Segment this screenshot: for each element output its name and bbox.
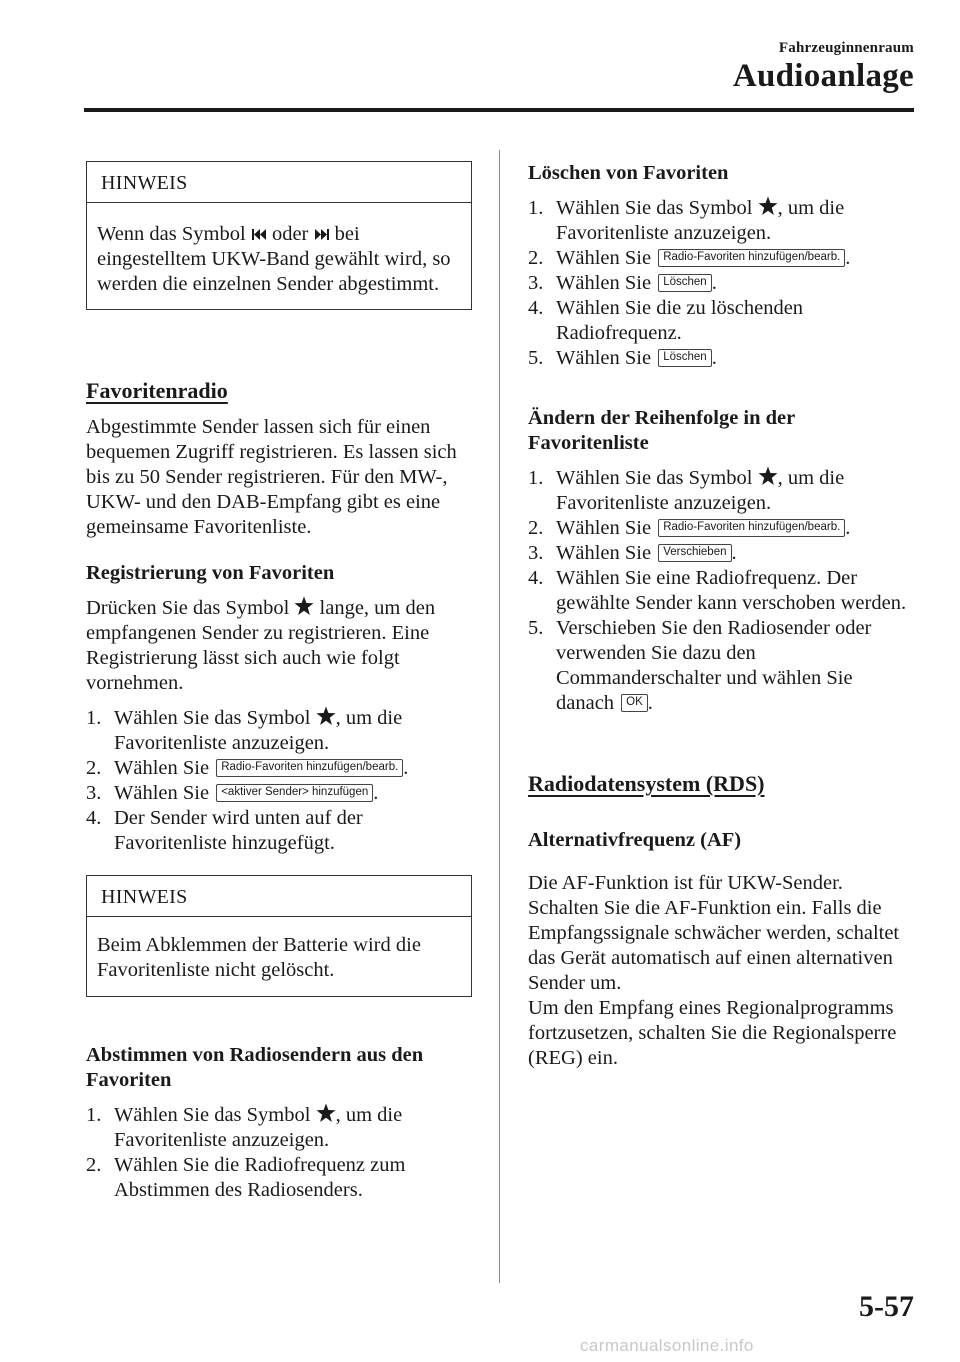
step-number: 2. [86, 757, 102, 779]
text: Wählen Sie [556, 517, 652, 539]
step-number: 5. [528, 347, 544, 369]
add-edit-favorites-button[interactable]: Radio-Favoriten hinzufügen/bearb. [216, 759, 403, 777]
section-label: Fahrzeuginnenraum [778, 40, 914, 56]
note-body [87, 203, 471, 309]
step-number: 4. [528, 567, 544, 589]
add-edit-favorites-button[interactable]: Radio-Favoriten hinzufügen/bearb. [658, 249, 845, 267]
page-number: 5-57 [859, 1290, 914, 1323]
paragraph: Um den Empfang eines Regionalprogramms fortzusetzen, schalten Sie die Regionalsperre (REG) ein. [528, 997, 897, 1069]
text: . [711, 272, 717, 294]
text: Der Sender wird unten auf der Favoritenliste hinzugefügt. [114, 807, 363, 854]
text: Wählen Sie die Radiofrequenz zum Abstimmen des Radiosenders. [114, 1154, 406, 1201]
text: . [647, 692, 653, 714]
text: Wählen Sie [556, 247, 652, 269]
note-box-1 [86, 161, 472, 310]
text: . [845, 247, 851, 269]
steps-list [86, 1103, 472, 1203]
step-number: 3. [528, 272, 544, 294]
paragraph: Abgestimmte Sender lassen sich für einen bequemen Zugriff registrieren. Es lassen sich bis zu 50 Sender registrieren. Für den MW-, UKW- und den DAB-Empfang gibt es eine gemeinsame Favoritenliste. [86, 416, 457, 538]
step-number: 2. [528, 517, 544, 539]
note-text: bei eingestelltem UKW-Band gewählt wird, so werden die einzelnen Sender abgestimmt. [97, 223, 451, 295]
list-item [86, 756, 472, 781]
note-text: Wenn das Symbol [97, 223, 246, 245]
text: Wählen Sie das Symbol [114, 1104, 311, 1126]
text: , um die Favoritenliste anzuzeigen. [114, 1104, 403, 1151]
list-item [528, 246, 914, 271]
note-heading: HINWEIS [87, 876, 471, 917]
abstimmen-section [86, 1043, 472, 1203]
text: Wählen Sie [114, 782, 210, 804]
step-number: 1. [86, 707, 102, 729]
text: Wählen Sie [556, 347, 652, 369]
subsection-title: Abstimmen von Radiosendern aus den Favoriten [86, 1044, 424, 1091]
text: Drücken Sie das Symbol [86, 597, 290, 619]
star-icon [294, 596, 314, 616]
add-active-station-button[interactable]: <aktiver Sender> hinzufügen [216, 784, 373, 802]
rds-section [528, 771, 914, 796]
text: Wählen Sie [114, 757, 210, 779]
reihenfolge-section [528, 406, 914, 716]
page-title: Audioanlage [732, 58, 914, 94]
text: Wählen Sie [556, 542, 652, 564]
step-number: 4. [86, 807, 102, 829]
list-item [528, 616, 914, 716]
step-number: 2. [86, 1154, 102, 1176]
text: Wählen Sie eine Radiofrequenz. Der gewählte Sender kann verschoben werden. [556, 567, 907, 614]
af-section [528, 828, 914, 1071]
paragraph: Die AF-Funktion ist für UKW-Sender. Schalten Sie die AF-Funktion ein. Falls die Empfangssignale schwächer werden, schaltet das Gerät automatisch auf einen alternativen Sender um. [528, 872, 900, 994]
section-title: Favoritenradio [86, 378, 228, 403]
delete-button[interactable]: Löschen [658, 274, 711, 292]
text: Wählen Sie die zu löschenden Radiofrequenz. [556, 297, 804, 344]
subsection-title: Löschen von Favoriten [528, 162, 729, 184]
text: Wählen Sie das Symbol [114, 707, 311, 729]
move-button[interactable]: Verschieben [658, 544, 731, 562]
star-icon [316, 1103, 336, 1123]
list-item [528, 271, 914, 296]
list-item [86, 1103, 472, 1153]
subsection-title: Alternativfrequenz (AF) [528, 829, 742, 851]
text: Wählen Sie [556, 272, 652, 294]
list-item [528, 196, 914, 246]
list-item [86, 806, 472, 856]
step-number: 3. [86, 782, 102, 804]
list-item [86, 706, 472, 756]
add-edit-favorites-button[interactable]: Radio-Favoriten hinzufügen/bearb. [658, 519, 845, 537]
loeschen-section [528, 161, 914, 371]
steps-list [528, 196, 914, 371]
list-item [86, 1153, 472, 1203]
text: , um die Favoritenliste anzuzeigen. [556, 467, 845, 514]
text: . [373, 782, 379, 804]
list-item [528, 346, 914, 371]
text: , um die Favoritenliste anzuzeigen. [114, 707, 403, 754]
text: Wählen Sie das Symbol [556, 467, 753, 489]
star-icon [758, 466, 778, 486]
note-heading: HINWEIS [87, 162, 471, 203]
list-item [528, 296, 914, 346]
text: . [711, 347, 717, 369]
text: lange, um den empfangenen Sender zu registrieren. Eine Registrierung lässt sich auch wie folgt vornehmen. [86, 597, 436, 694]
delete-button[interactable]: Löschen [658, 349, 711, 367]
list-item [86, 781, 472, 806]
skip-forward-icon [314, 227, 330, 242]
text: Wählen Sie das Symbol [556, 197, 753, 219]
watermark: carmanualsonline.info [580, 1336, 754, 1355]
star-icon [316, 706, 336, 726]
steps-list [528, 466, 914, 716]
list-item [528, 566, 914, 616]
header-rule [84, 108, 914, 112]
note-text: oder [271, 223, 309, 245]
note-box-2 [86, 875, 472, 997]
step-number: 5. [528, 617, 544, 639]
registrierung-section [86, 561, 472, 856]
paragraph [86, 596, 472, 696]
step-number: 1. [86, 1104, 102, 1126]
note-body: Beim Abklemmen der Batterie wird die Favoritenliste nicht gelöscht. [97, 934, 421, 981]
ok-button[interactable]: OK [621, 694, 648, 712]
step-number: 3. [528, 542, 544, 564]
subsection-title: Ändern der Reihenfolge in der Favoritenliste [528, 407, 795, 454]
step-number: 1. [528, 467, 544, 489]
step-number: 1. [528, 197, 544, 219]
list-item [528, 516, 914, 541]
list-item [528, 466, 914, 516]
text: . [731, 542, 737, 564]
step-number: 2. [528, 247, 544, 269]
section-title: Radiodatensystem (RDS) [528, 771, 765, 796]
step-number: 4. [528, 297, 544, 319]
column-divider [499, 150, 500, 1283]
text: . [403, 757, 409, 779]
steps-list [86, 706, 472, 856]
list-item [528, 541, 914, 566]
star-icon [758, 196, 778, 216]
subsection-title: Registrierung von Favoriten [86, 562, 335, 584]
favoritenradio-section [86, 378, 472, 540]
text: . [845, 517, 851, 539]
text: , um die Favoritenliste anzuzeigen. [556, 197, 845, 244]
text: Verschieben Sie den Radiosender oder verwenden Sie dazu den Commanderschalter und wählen Sie danach [556, 617, 872, 714]
skip-back-icon [251, 227, 267, 242]
